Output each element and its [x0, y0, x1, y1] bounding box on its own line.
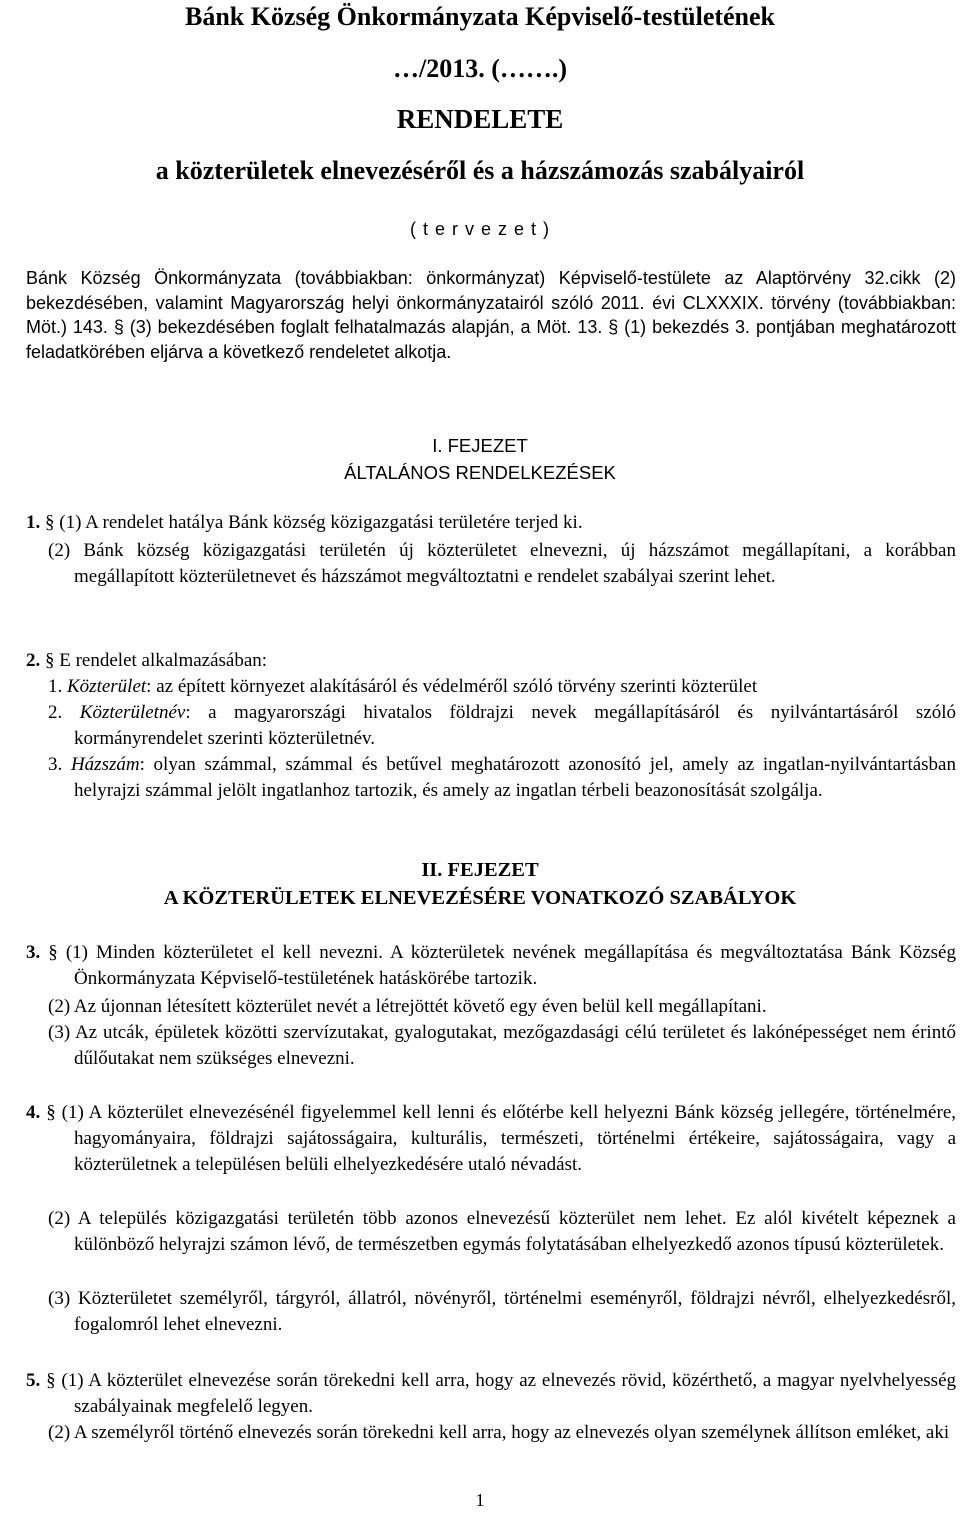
section-4-number: 4. [26, 1102, 41, 1123]
definition-2 [48, 700, 957, 752]
section-4-paragraph-3: (3) Közterületet személyről, tárgyról, állatról, növényről, történelmi eseményről, földrajzi névről, elhelyezkedésről, fogalomról lehet elnevezni. [48, 1288, 956, 1335]
section-1-paragraph-2: (2) Bánk község közigazgatási területén új közterületet elnevezni, új házszámot megállapítani, a korábban megállapított közterületnevet és házszámot megváltoztatni e rendelet szabályai szerint lehet. [48, 540, 956, 587]
header-decree-subject: a közterületek elnevezéséről és a házszámozás szabályairól [155, 156, 805, 185]
section-2-number: 2. [26, 650, 41, 671]
section-3-number: 3. [26, 942, 41, 963]
section-1-paragraph-1 [26, 510, 956, 536]
section-3-paragraph-2: (2) Az újonnan létesített közterület nevét a létrejöttét követő egy éven belül kell megállapítani. [48, 996, 767, 1017]
definition-2-number: 2. [48, 702, 63, 723]
definition-1-term: Közterület [67, 676, 147, 697]
preamble: Bánk Község Önkormányzata (továbbiakban: önkormányzat) Képviselő-testülete az Alaptörvény 32.cikk (2) bekezdésében, valamint Magyarország helyi önkormányzatairól szóló 2011. évi CLXXXIX. törvény (továbbiakban: Möt.) 143. § (3) bekezdésében foglalt felhatalmazás alapján, a Möt. 13. § (1) bekezdés 3. pontjában meghatározott feladatkörében eljárva a következő rendeletet alkotja. [26, 268, 956, 362]
chapter1-number: I. FEJEZET [432, 435, 528, 456]
section-3-paragraph-1 [26, 940, 956, 992]
section-3-paragraph-3: (3) Az utcák, épületek közötti szervízutakat, gyalogutakat, mezőgazdasági célú területet és lakónépességet nem érintő dűlőutakat nem szükséges elnevezni. [48, 1022, 956, 1069]
section-1-number: 1. [26, 512, 41, 533]
draft-label: ( t e r v e z e t ) [409, 219, 551, 239]
definition-3-text: : olyan számmal, számmal és betűvel meghatározott azonosító jel, amely az ingatlan-nyilvántartásban helyrajzi számmal jelölt ingatlanhoz tartozik, és amely az ingatlan térbeli beazonosítását szolgálja. [74, 754, 956, 801]
section-3-text-1: § (1) Minden közterületet el kell nevezni. A közterületek nevének megállapítása és megváltoztatása Bánk Község Önkormányzata Képviselő-testületének hatáskörébe tartozik. [48, 942, 956, 989]
section-5-paragraph-1 [26, 1368, 956, 1420]
header-decree-label: RENDELETE [396, 104, 564, 134]
section-4-paragraph-2: (2) A település közigazgatási területén több azonos elnevezésű közterület nem lehet. Ez alól kivételt képeznek a különböző helyrajzi számon lévő, de természetben egymás folytatásában elhelyezkedő azonos típusú közterületek. [48, 1208, 956, 1255]
definition-1 [48, 674, 956, 700]
definition-1-number: 1. [48, 676, 63, 697]
section-2-intro [26, 648, 956, 674]
chapter2-title: A KÖZTERÜLETEK ELNEVEZÉSÉRE VONATKOZÓ SZABÁLYOK [163, 887, 797, 909]
section-2-intro-text: § E rendelet alkalmazásában: [45, 650, 268, 671]
section-1-text-1: § (1) A rendelet hatálya Bánk község közigazgatási területére terjed ki. [45, 512, 583, 533]
section-5-text-1: § (1) A közterület elnevezése során törekedni kell arra, hogy az elnevezés rövid, közérthető, a magyar nyelvhelyesség szabályainak megfelelő legyen. [46, 1370, 956, 1417]
header-council: Bánk Község Önkormányzata Képviselő-testületének [184, 2, 776, 31]
definition-3-number: 3. [48, 754, 63, 775]
section-5-paragraph-2: (2) A személyről történő elnevezés során törekedni kell arra, hogy az elnevezés olyan személynek állítson emléket, aki [48, 1422, 950, 1443]
section-5-number: 5. [26, 1370, 41, 1391]
definition-3-term: Házszám [70, 754, 140, 775]
definition-2-term: Közterületnév [79, 702, 186, 723]
section-4-paragraph-1 [26, 1100, 956, 1178]
chapter2-number: II. FEJEZET [421, 859, 539, 881]
chapter1-title: ÁLTALÁNOS RENDELKEZÉSEK [344, 462, 616, 483]
definition-1-text: : az épített környezet alakításáról és védelméről szóló törvény szerinti közterület [146, 676, 758, 697]
page-number: 1 [475, 1490, 485, 1510]
definition-2-text: : a magyarországi hivatalos földrajzi nevek megállapításáról és nyilvántartásáról szóló kormányrendelet szerinti közterületnév. [74, 702, 957, 749]
definition-3 [48, 752, 956, 804]
section-4-text-1: § (1) A közterület elnevezésénél figyelemmel kell lenni és előtérbe kell helyezni Bánk község jellegére, történelmére, hagyományaira, földrajzi sajátosságaira, kulturális, természeti, történelmi értékeire, sajátosságaira, vagy a közterületnek a településen belüli elhelyezkedésére utaló névadást. [46, 1102, 956, 1175]
header-decree-number: …/2013. (…….) [392, 54, 568, 83]
